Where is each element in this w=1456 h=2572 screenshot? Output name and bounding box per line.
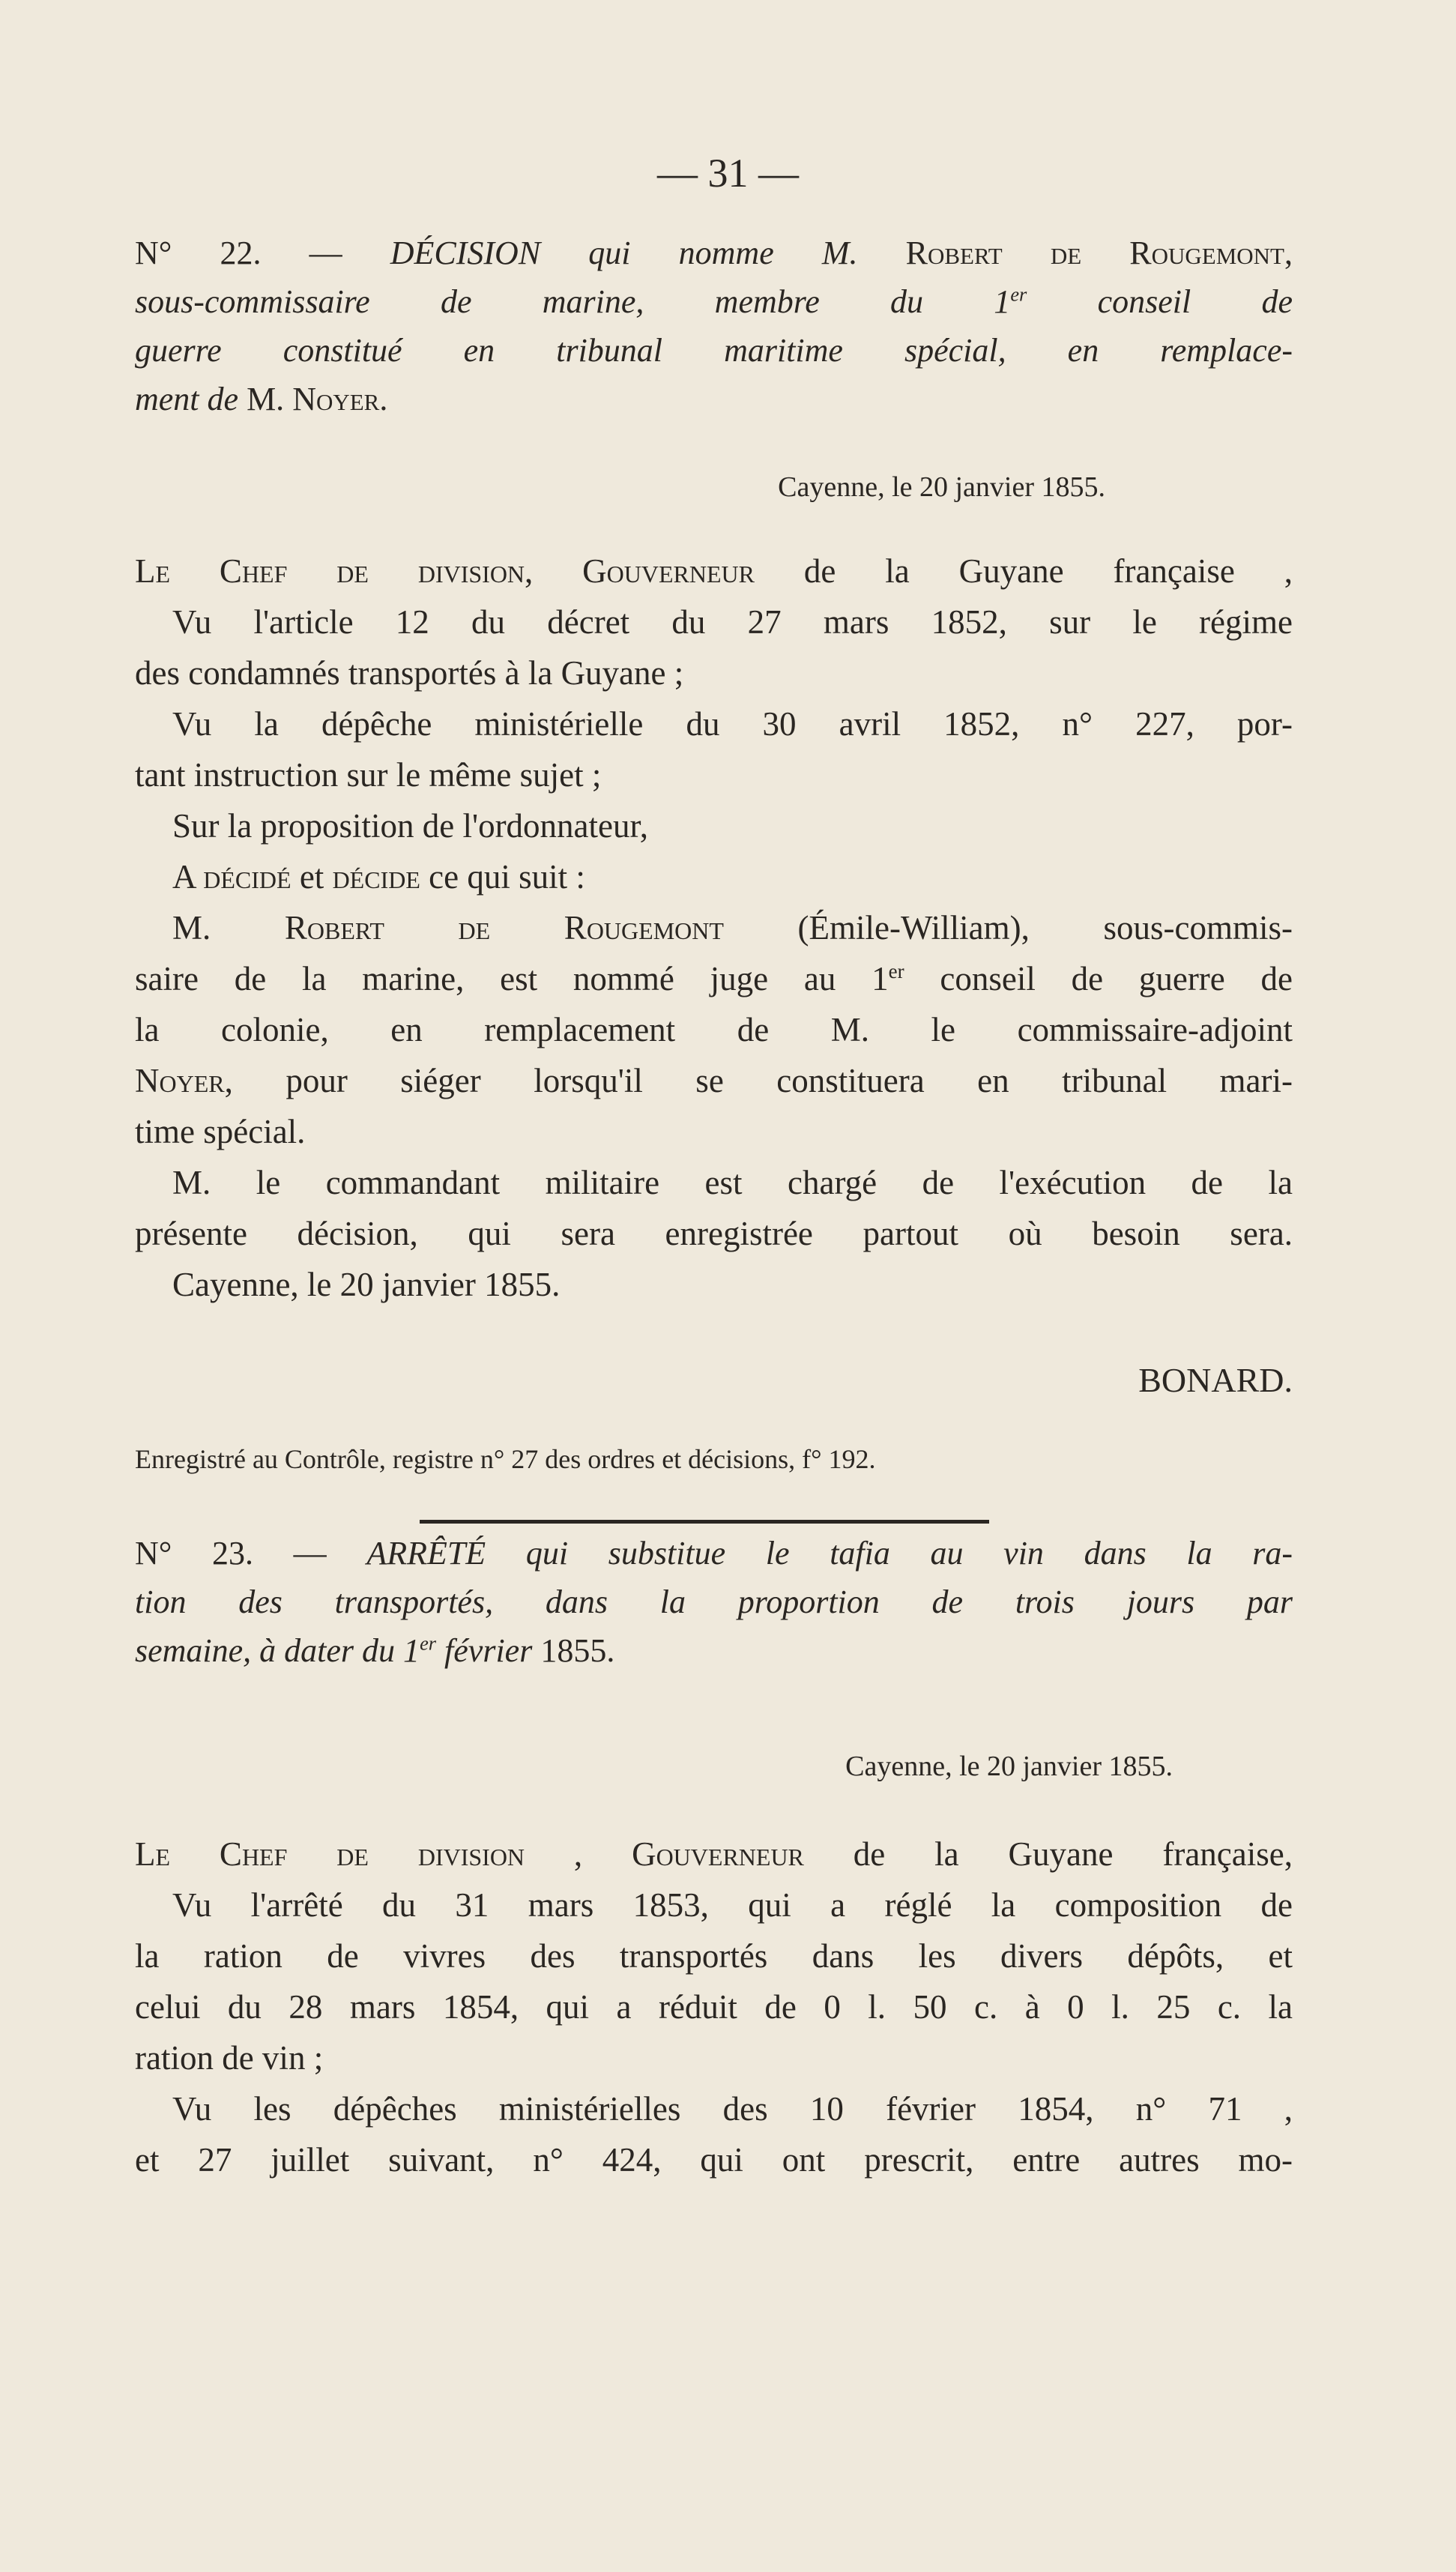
page-number: — 31 — [657, 151, 799, 196]
arrete-23-heading: N° 23. — ARRÊTÉ qui substitue le tafia au vin dans la ra- tion des transportés, dans la proportion de trois jours par semaine, à dater du 1er février 1855. [135, 1535, 1293, 1669]
arrete-title: ARRÊTÉ [366, 1535, 486, 1572]
arrete-23-body: Le Chef de division , Gouverneur de la Guyane française, Vu l'arrêté du 31 mars 1853, qui a réglé la composition de la ration de vivres des transportés dans les divers dépôts, et celui du 28 mars 1854, qui a réduit de 0 l. 50 c. à 0 l. 25 c. la ration de vin ; Vu les dépêches ministérielles des 10 février 1854, n° 71 , et 27 juillet suivant, n° 424, qui ont prescrit, entre autres mo- [135, 1835, 1293, 2179]
decision-22-body: Le Chef de division, Gouverneur de la Guyane française , Vu l'article 12 du décret du 27 mars 1852, sur le régime des condamnés transportés à la Guyane ; Vu la dépêche ministérielle du 30 avril 1852, n° 227, por- tant instruction sur le même sujet ; Sur la proposition de l'ordonnateur, A décidé et décide ce qui suit : M. Robert de Rougemont (Émile-William), sous-commis- saire de la marine, est nommé juge au 1er conseil de guerre de la colonie, en remplacement de M. le commissaire-adjoint Noyer, pour siéger lorsqu'il se constituera en tribunal mari- time spécial. M. le commandant militaire est chargé de l'exécution de la présente décision, qui sera enregistrée partout où besoin sera. Cayenne, le 20 janvier 1855. [135, 552, 1293, 1303]
section-divider [420, 1520, 989, 1524]
decision-22-heading: N° 22. — DÉCISION qui nomme M. Robert de Rougemont, sous-commissaire de marine, membre du 1er conseil de guerre constitué en tribunal maritime spécial, en remplace- ment de M. Noyer. [135, 235, 1293, 417]
registration-note: Enregistré au Contrôle, registre n° 27 des ordres et décisions, f° 192. [135, 1444, 876, 1474]
signature: BONARD. [1138, 1361, 1293, 1399]
decision-22-date: Cayenne, le 20 janvier 1855. [778, 471, 1105, 503]
arrete-23-date: Cayenne, le 20 janvier 1855. [845, 1751, 1173, 1782]
decision-title: DÉCISION [390, 235, 541, 271]
